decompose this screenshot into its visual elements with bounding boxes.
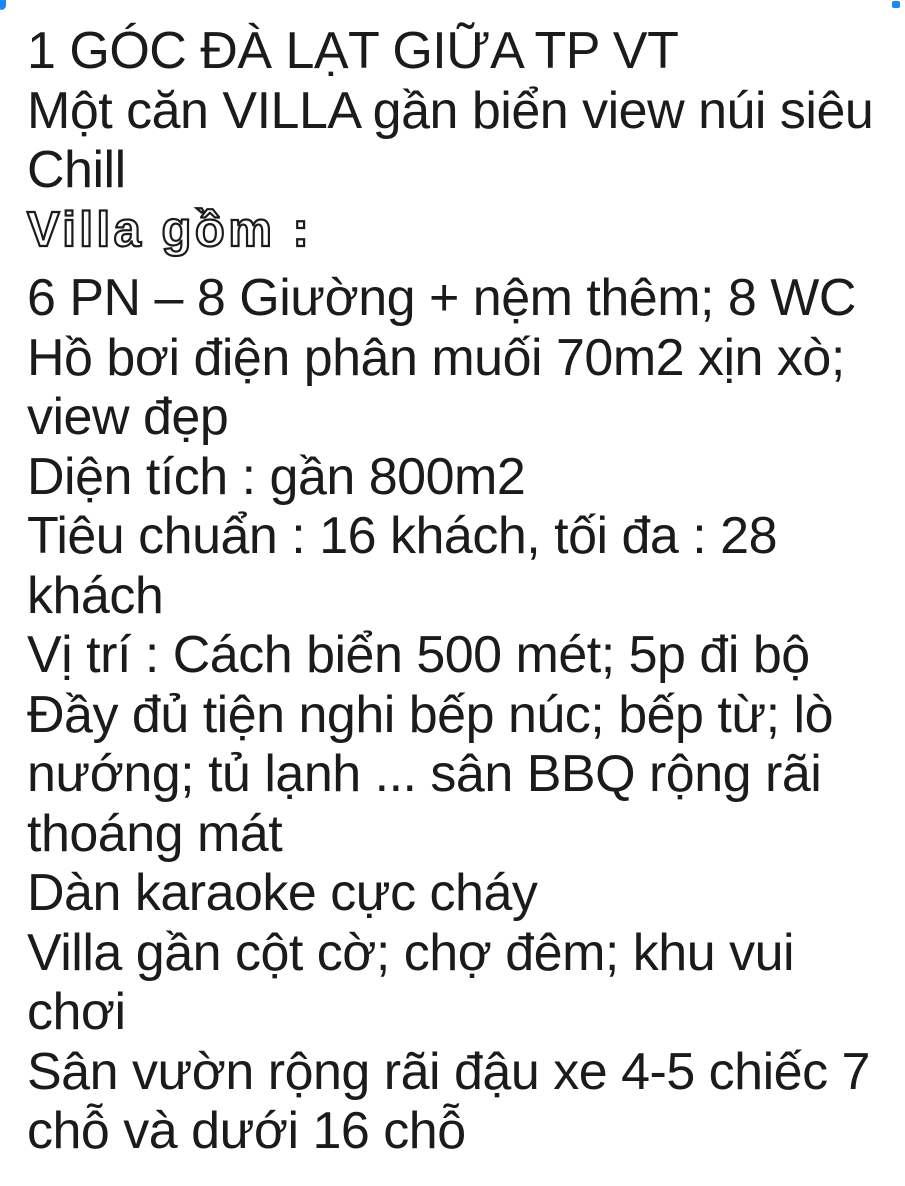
post-line: Đầy đủ tiện nghi bếp núc; bếp từ; lò — [27, 685, 834, 744]
post-line: Tiêu chuẩn : 16 khách, tối đa : 28 — [27, 507, 778, 565]
post-line: Hồ bơi điện phân muối 70m2 xịn xò; — [27, 328, 845, 387]
post-line: thoáng mát — [27, 804, 283, 863]
post-text-content — [27, 22, 891, 1162]
post-line: khách — [27, 566, 164, 625]
blue-corner-fragment-left-icon — [0, 0, 6, 10]
post-line: nướng; tủ lạnh ... sân BBQ rộng rãi — [27, 745, 822, 803]
post-line: view đẹp — [27, 388, 229, 446]
post-line: Vị trí : Cách biển 500 mét; 5p đi bộ — [27, 626, 810, 684]
post-line: Diện tích : gần 800m2 — [27, 447, 526, 506]
blue-corner-fragment-right-icon — [892, 1, 900, 8]
post-line: 6 PN – 8 Giường + nệm thêm; 8 WC — [27, 269, 856, 327]
post-line: Chill — [27, 141, 126, 199]
post-line: chỗ và dưới 16 chỗ — [27, 1102, 466, 1160]
post-line: Một căn VILLA gần biển view núi siêu — [27, 81, 874, 140]
post-line: Sân vườn rộng rãi đậu xe 4-5 chiếc 7 — [27, 1042, 870, 1101]
post-title-line: 1 GÓC ĐÀ LẠT GIỮA TP VT — [27, 22, 679, 80]
post-line: Villa gần cột cờ; chợ đêm; khu vui — [27, 923, 795, 982]
post-section-heading: Villa gồm : — [27, 202, 313, 257]
post-line: chơi — [27, 983, 126, 1041]
post-line: Dàn karaoke cực cháy — [27, 864, 538, 922]
